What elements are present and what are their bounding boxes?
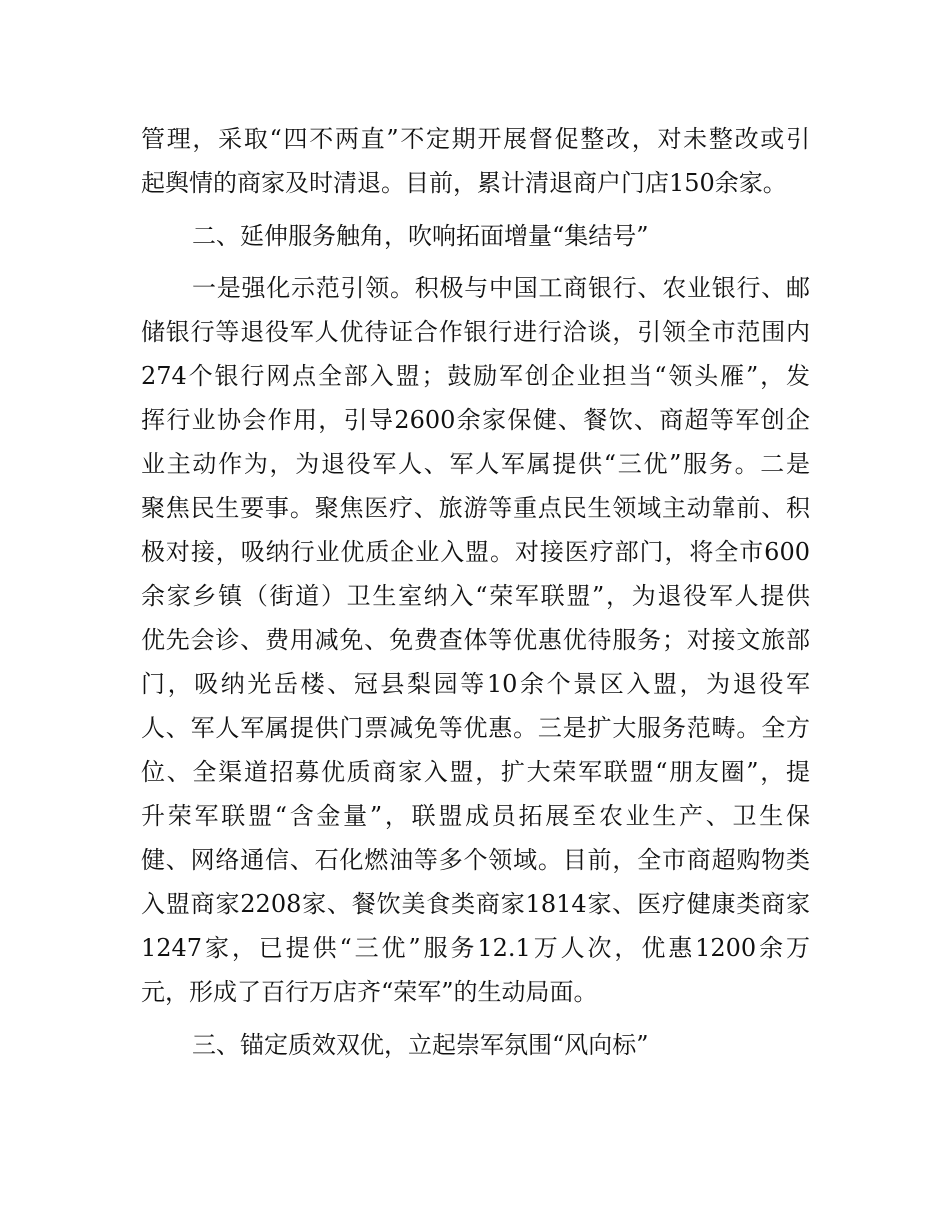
paragraph-line: 人、军人军属提供门票减免等优惠。三是扩大服务范畴。全方 [141,714,810,742]
paragraph-line: 门，吸纳光岳楼、冠县梨园等10余个景区入盟，为退役军 [141,670,810,698]
section-heading: 二、延伸服务触角，吹响拓面增量“集结号” [192,222,649,250]
section-heading: 三、锚定质效双优，立起崇军氛围“风向标” [192,1031,649,1059]
paragraph-line: 储银行等退役军人优待证合作银行进行洽谈，引领全市范围内 [141,318,810,346]
paragraph-line: 升荣军联盟“含金量”，联盟成员拓展至农业生产、卫生保 [141,802,810,830]
paragraph-line: 业主动作为，为退役军人、军人军属提供“三优”服务。二是 [141,450,810,478]
paragraph-line: 余家乡镇（街道）卫生室纳入“荣军联盟”，为退役军人提供 [141,582,810,610]
paragraph-line: 管理，采取“四不两直”不定期开展督促整改，对未整改或引 [141,125,810,153]
paragraph-line: 优先会诊、费用减免、免费查体等优惠优待服务；对接文旅部 [141,626,810,654]
paragraph-line: 聚焦民生要事。聚焦医疗、旅游等重点民生领域主动靠前、积 [141,494,810,522]
paragraph-line: 极对接，吸纳行业优质企业入盟。对接医疗部门，将全市600 [141,538,810,566]
paragraph-line: 入盟商家2208家、餐饮美食类商家1814家、医疗健康类商家 [141,890,810,918]
paragraph-line: 挥行业协会作用，引导2600余家保健、餐饮、商超等军创企 [141,406,810,434]
paragraph-line: 元，形成了百行万店齐“荣军”的生动局面。 [141,978,598,1006]
paragraph-line: 健、网络通信、石化燃油等多个领域。目前，全市商超购物类 [141,846,810,874]
paragraph-line: 起舆情的商家及时清退。目前，累计清退商户门店150余家。 [141,169,787,197]
paragraph-line: 1247家，已提供“三优”服务12.1万人次，优惠1200余万 [141,934,810,962]
paragraph-line: 274个银行网点全部入盟；鼓励军创企业担当“领头雁”，发 [141,362,810,390]
paragraph-line: 一是强化示范引领。积极与中国工商银行、农业银行、邮 [192,274,810,302]
paragraph-line: 位、全渠道招募优质商家入盟，扩大荣军联盟“朋友圈”，提 [141,758,810,786]
